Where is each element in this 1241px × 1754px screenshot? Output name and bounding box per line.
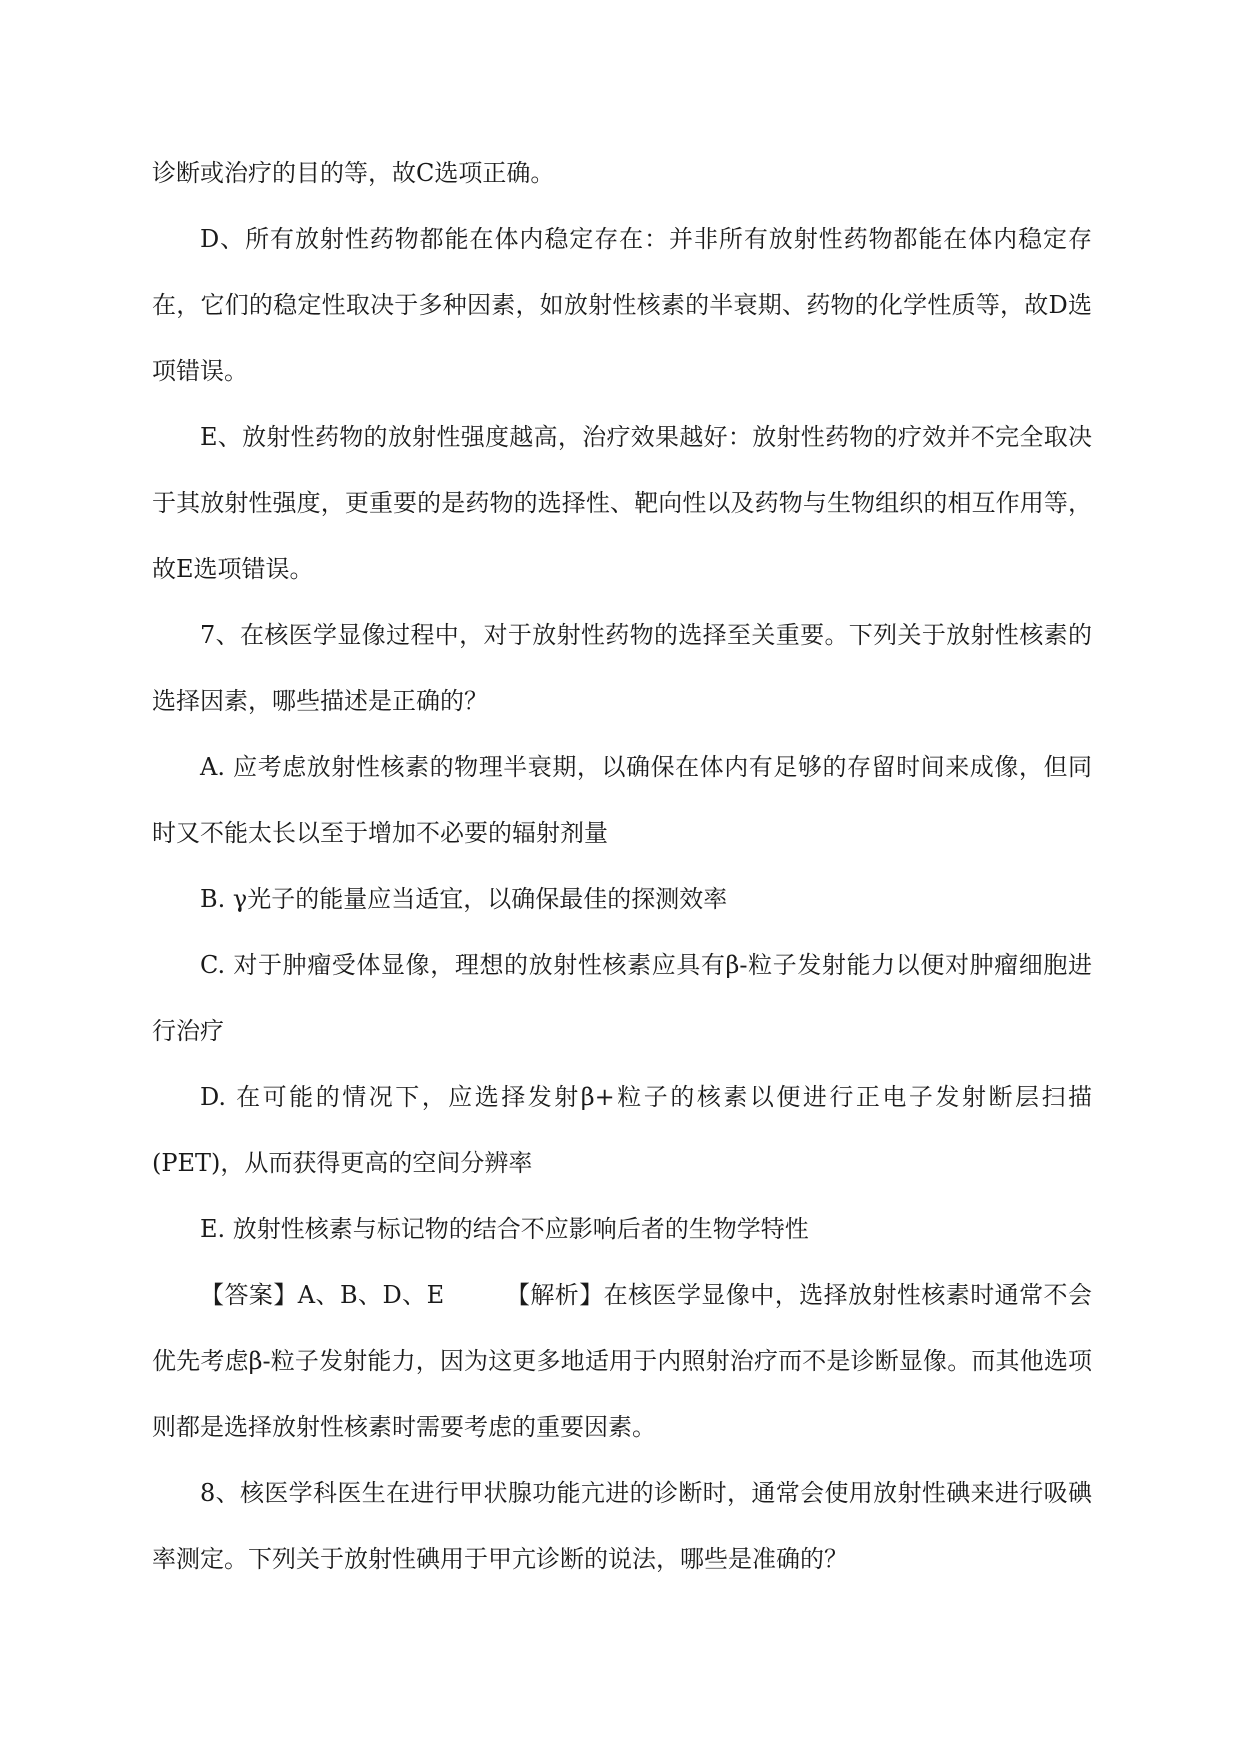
- question-7-option-d: D. 在可能的情况下，应选择发射β+粒子的核素以便进行正电子发射断层扫描(PET)，从而获得更高的空间分辨率: [152, 1083, 1092, 1177]
- document-body: [152, 140, 1092, 1592]
- question-7-option-e: E. 放射性核素与标记物的结合不应影响后者的生物学特性: [200, 1215, 809, 1243]
- question-7-option-a: A. 应考虑放射性核素的物理半衰期，以确保在体内有足够的存留时间来成像，但同时又不能太长以至于增加不必要的辐射剂量: [152, 753, 1092, 847]
- question-7-option-c: C. 对于肿瘤受体显像，理想的放射性核素应具有β-粒子发射能力以便对肿瘤细胞进行治疗: [152, 951, 1092, 1045]
- paragraph-option-d-explanation: D、所有放射性药物都能在体内稳定存在：并非所有放射性药物都能在体内稳定存在，它们的稳定性取决于多种因素，如放射性核素的半衰期、药物的化学性质等，故D选项错误。: [152, 225, 1092, 385]
- question-7-option-b: B. γ光子的能量应当适宜，以确保最佳的探测效率: [200, 885, 728, 913]
- paragraph-c-conclusion: 诊断或治疗的目的等，故C选项正确。: [152, 159, 555, 187]
- question-7-answer-analysis: 【答案】A、B、D、E 【解析】在核医学显像中，选择放射性核素时通常不会优先考虑β-粒子发射能力，因为这更多地适用于内照射治疗而不是诊断显像。而其他选项则都是选择放射性核素时需要考虑的重要因素。: [152, 1281, 1092, 1441]
- question-8-stem: 8、核医学科医生在进行甲状腺功能亢进的诊断时，通常会使用放射性碘来进行吸碘率测定。下列关于放射性碘用于甲亢诊断的说法，哪些是准确的？: [152, 1479, 1092, 1573]
- paragraph-option-e-explanation: E、放射性药物的放射性强度越高，治疗效果越好：放射性药物的疗效并不完全取决于其放射性强度，更重要的是药物的选择性、靶向性以及药物与生物组织的相互作用等，故E选项错误。: [152, 423, 1092, 583]
- question-7-stem: 7、在核医学显像过程中，对于放射性药物的选择至关重要。下列关于放射性核素的选择因素，哪些描述是正确的？: [152, 621, 1092, 715]
